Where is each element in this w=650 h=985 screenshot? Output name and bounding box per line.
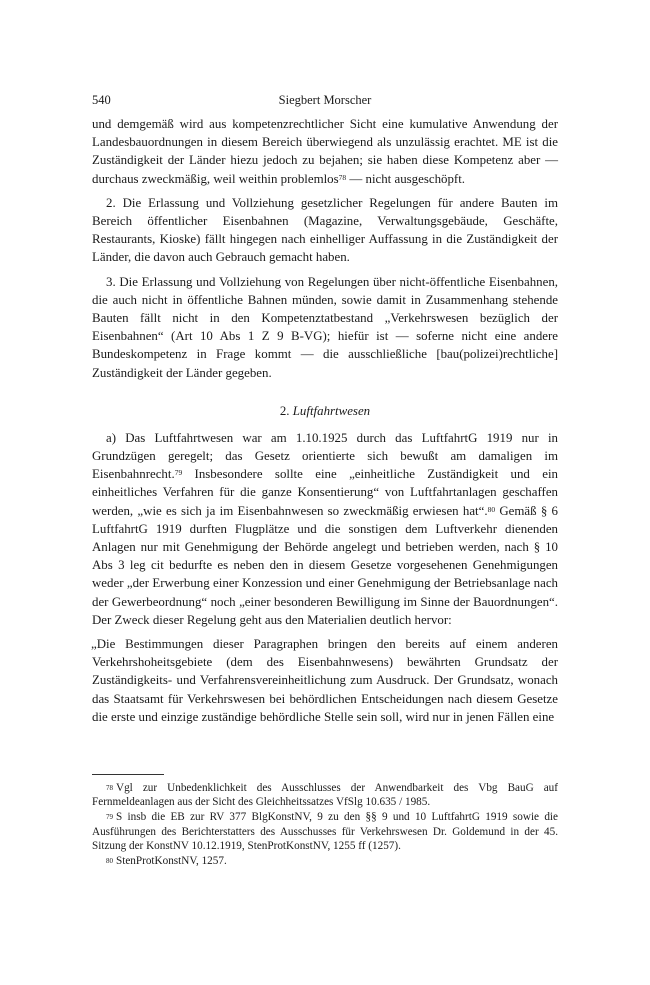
footnote-rule — [92, 774, 164, 775]
paragraph-2: 2. Die Erlassung und Vollziehung gesetzlicher Regelungen für andere Bauten im Bereich öffentlicher Eisenbahnen (Magazine, Verwaltungsgebäude, Geschäfte, Restaurants, Kioske) fällt hingegen nach einhelliger Auffassung in die Zuständigkeit der Länder, die davon auch Gebrauch gemacht haben. — [92, 195, 558, 265]
footnote-79: $^{79}$ S insb die EB zur RV 377 BlgKonstNV, 9 zu den §§ 9 und 10 LuftfahrtG 1919 sowie die Ausführungen des Berichterstatters des Ausschusses für Verkehrswesen Dr. Goldemund in der 45. Sitzung der KonstNV 10.12.1919, StenProtKonstNV, 1255 ff (1257). — [92, 811, 558, 852]
footnote-ref-78[interactable]: 78 — [338, 172, 347, 182]
block-quote: „Die Bestimmungen dieser Paragraphen bringen den bereits auf einem anderen Verkehrshoheitsgebiete (dem des Eisenbahnwesens) bewährten Grundsatz der Zuständigkeits- und Verfahrensvereinheitlichung zum Ausdruck. Der Grundsatz, wonach das Staatsamt für Verkehrswesen bei behördlichen Entscheidungen nach diesem Gesetze die erste und einzige zuständige behördliche Stelle sein soll, wird nur in jenen Fällen eine — [91, 637, 558, 724]
footnotes — [92, 774, 558, 869]
paragraph-3: 3. Die Erlassung und Vollziehung von Regelungen über nicht-öffentliche Eisenbahnen, die auch nicht in öffentliche Bahnen münden, sowie damit in Zusammenhang stehende Bauten fällt nicht in den Kompetenztatbestand „Verkehrswesen bezüglich der Eisenbahnen“ (Art 10 Abs 1 Z 9 B-VG); hiefür ist — soferne nicht eine andere Bundeskompetenz in Frage kommt — die ausschließliche [bau(polizei)rechtliche] Zuständigkeit der Länder gegeben. — [92, 274, 558, 380]
paragraph-a: a) Das Luftfahrtwesen war am 1.10.1925 durch das LuftfahrtG 1919 nur in Grundzügen geregelt; das Gesetz orientierte sich bewußt am damaligen im Eisenbahnrecht.$^{79}$ Insbesondere sollte eine „einheitliche Zuständigkeit und ein einheitliches Verfahren für die ganze Konsentierung“ von Luftfahrtanlagen geschaffen werden, „wie es sich ja im Eisenbahnwesen so zweckmäßig erwiesen hat“.$^{80}$ Gemäß § 6 LuftfahrtG 1919 durften Flugplätze und die sonstigen dem Luftverkehr dienenden Anlagen nur mit Genehmigung der Behörde angelegt und betrieben werden, nach § 10 Abs 3 leg cit bedurfte es neben den in diesem Gesetze vorgesehenen Genehmigungen weder „der Erwerbung einer Konzession und einer Genehmigung der Betriebsanlage nach der Gewerbeordnung“ noch „einer besonderen Bewilligung im Sinne der Bauordnungen“. Der Zweck dieser Regelung geht aus den Materialien deutlich hervor: — [92, 430, 558, 627]
footnote-ref-80[interactable]: 80 — [487, 504, 496, 514]
footnote-mark: 78 — [106, 784, 113, 792]
paragraph-continuation: und demgemäß wird aus kompetenzrechtlicher Sicht eine kumulative Anwendung der Landesbauordnungen in diesem Bereich überwiegend als unzulässig erachtet. ME ist die Zuständigkeit der Länder hiezu jedoch zu bejahen; sie haben diese Kompetenz aber — durchaus zweckmäßig, weil weithin problemlos$^{78}$ — nicht ausgeschöpft. — [92, 117, 558, 186]
page-body — [92, 93, 558, 732]
footnote-mark: 80 — [106, 857, 113, 866]
section-title: Luftfahrtwesen — [292, 403, 371, 418]
main-text — [92, 115, 558, 726]
running-head — [92, 93, 558, 111]
running-title: Siegbert Morscher — [278, 93, 372, 107]
footnote-mark: 79 — [106, 813, 113, 822]
page-number: 540 — [92, 93, 111, 107]
footnote-78: $^{78}$ Vgl zur Unbedenklichkeit des Ausschlusses der Anwendbarkeit des Vbg BauG auf Fernmeldeanlagen aus der Sicht des Gleichheitssatzes VfSlg 10.635 / 1985. — [92, 782, 558, 809]
section-number: 2. — [279, 403, 290, 418]
footnote-ref-79[interactable]: 79 — [174, 468, 183, 478]
section-heading — [92, 404, 558, 419]
footnote-80: $^{80}$ StenProtKonstNV, 1257. — [106, 855, 227, 868]
